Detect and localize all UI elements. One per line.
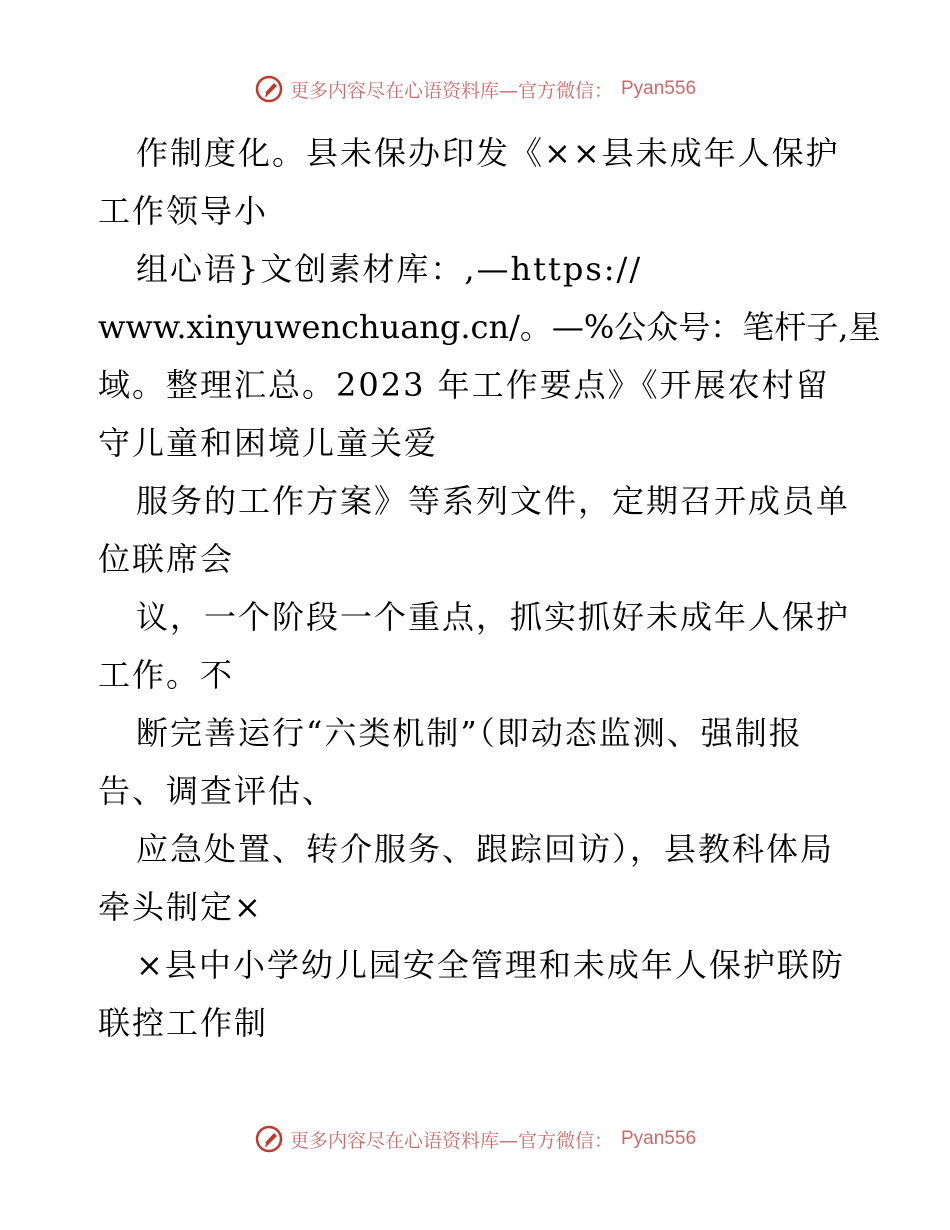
text-line: 联控工作制	[98, 1004, 269, 1042]
text-line: 断完善运行“六类机制”（即动态监测、强制报	[136, 714, 803, 752]
header-watermark	[0, 74, 950, 104]
pen-circle-logo-icon	[254, 74, 284, 104]
footer-watermark	[0, 1124, 950, 1154]
document-body	[98, 124, 881, 1052]
watermark-text: 更多内容尽在心语资料库—官方微信：	[289, 79, 613, 102]
text-line: 应急处置、转介服务、跟踪回访），县教科体局	[136, 830, 835, 868]
text-line: 工作。不	[98, 656, 235, 694]
text-line: 位联席会	[98, 540, 235, 578]
text-line: ×县中小学幼儿园安全管理和未成年人保护联防	[136, 946, 845, 984]
text-line: 组心语}文创素材库：,—https://	[136, 250, 643, 288]
text-line: www.xinyuwenchuang.cn/。—%公众号：笔杆子,星	[98, 308, 881, 346]
pen-circle-logo-icon	[254, 1124, 284, 1154]
text-line: 守儿童和困境儿童关爱	[98, 424, 439, 462]
text-line: 域。整理汇总。2023 年工作要点》《开展农村留	[98, 366, 830, 404]
watermark-wechat-id: Pyan556	[621, 1128, 697, 1149]
text-line: 服务的工作方案》等系列文件，定期召开成员单	[136, 482, 851, 520]
text-line: 工作领导小	[98, 192, 269, 230]
watermark-text: 更多内容尽在心语资料库—官方微信：	[289, 1129, 613, 1152]
text-line: 告、调查评估、	[98, 772, 337, 810]
text-line: 议，一个阶段一个重点，抓实抓好未成年人保护	[136, 598, 851, 636]
watermark-wechat-id: Pyan556	[621, 78, 697, 99]
text-line: 牵头制定×	[98, 888, 263, 926]
text-line: 作制度化。县未保办印发《××县未成年人保护	[136, 134, 840, 172]
